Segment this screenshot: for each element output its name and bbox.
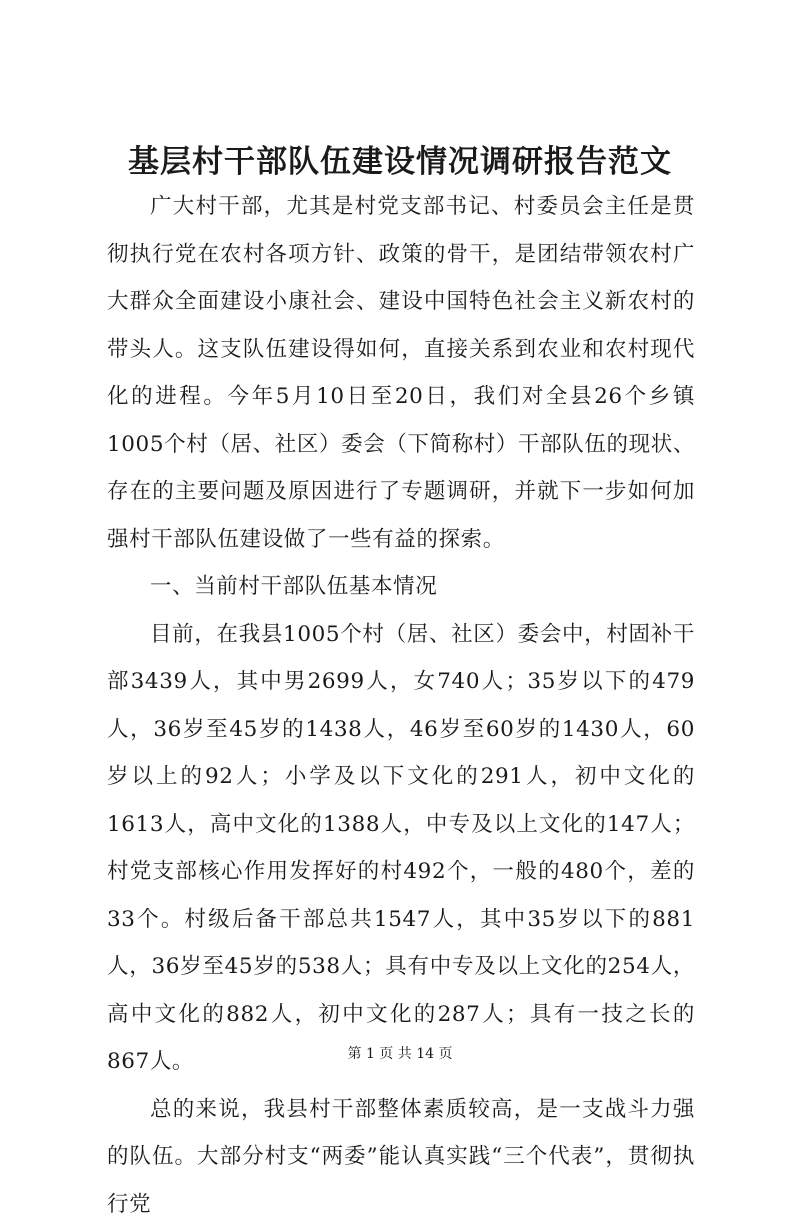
document-body: [107, 183, 695, 1228]
intro-paragraph: 广大村干部，尤其是村党支部书记、村委员会主任是贯彻执行党在农村各项方针、政策的骨干，是团结带领农村广大群众全面建设小康社会、建设中国特色社会主义新农村的带头人。这支队伍建设得如何，直接关系到农业和农村现代化的进程。今年5月10日至20日，我们对全县26个乡镇1005个村（居、社区）委会（下简称村）干部队伍的现状、存在的主要问题及原因进行了专题调研，并就下一步如何加强村干部队伍建设做了一些有益的探索。: [107, 183, 695, 563]
summary-paragraph: 总的来说，我县村干部整体素质较高，是一支战斗力强的队伍。大部分村支“两委”能认真实践“三个代表”，贯彻执行党: [107, 1086, 695, 1228]
statistics-paragraph: 目前，在我县1005个村（居、社区）委会中，村固补干部3439人，其中男2699人，女740人；35岁以下的479人，36岁至45岁的1438人，46岁至60岁的1430人，60岁以上的92人；小学及以下文化的291人，初中文化的1613人，高中文化的1388人，中专及以上文化的147人；村党支部核心作用发挥好的村492个，一般的480个，差的33个。村级后备干部总共1547人，其中35岁以下的881人，36岁至45岁的538人；具有中专及以上文化的254人，高中文化的882人，初中文化的287人；具有一技之长的867人。: [107, 611, 695, 1086]
page-number-footer: 第 1 页 共 14 页: [0, 1044, 800, 1064]
section-heading: 一、当前村干部队伍基本情况: [107, 563, 695, 611]
document-title: 基层村干部队伍建设情况调研报告范文: [0, 138, 800, 186]
